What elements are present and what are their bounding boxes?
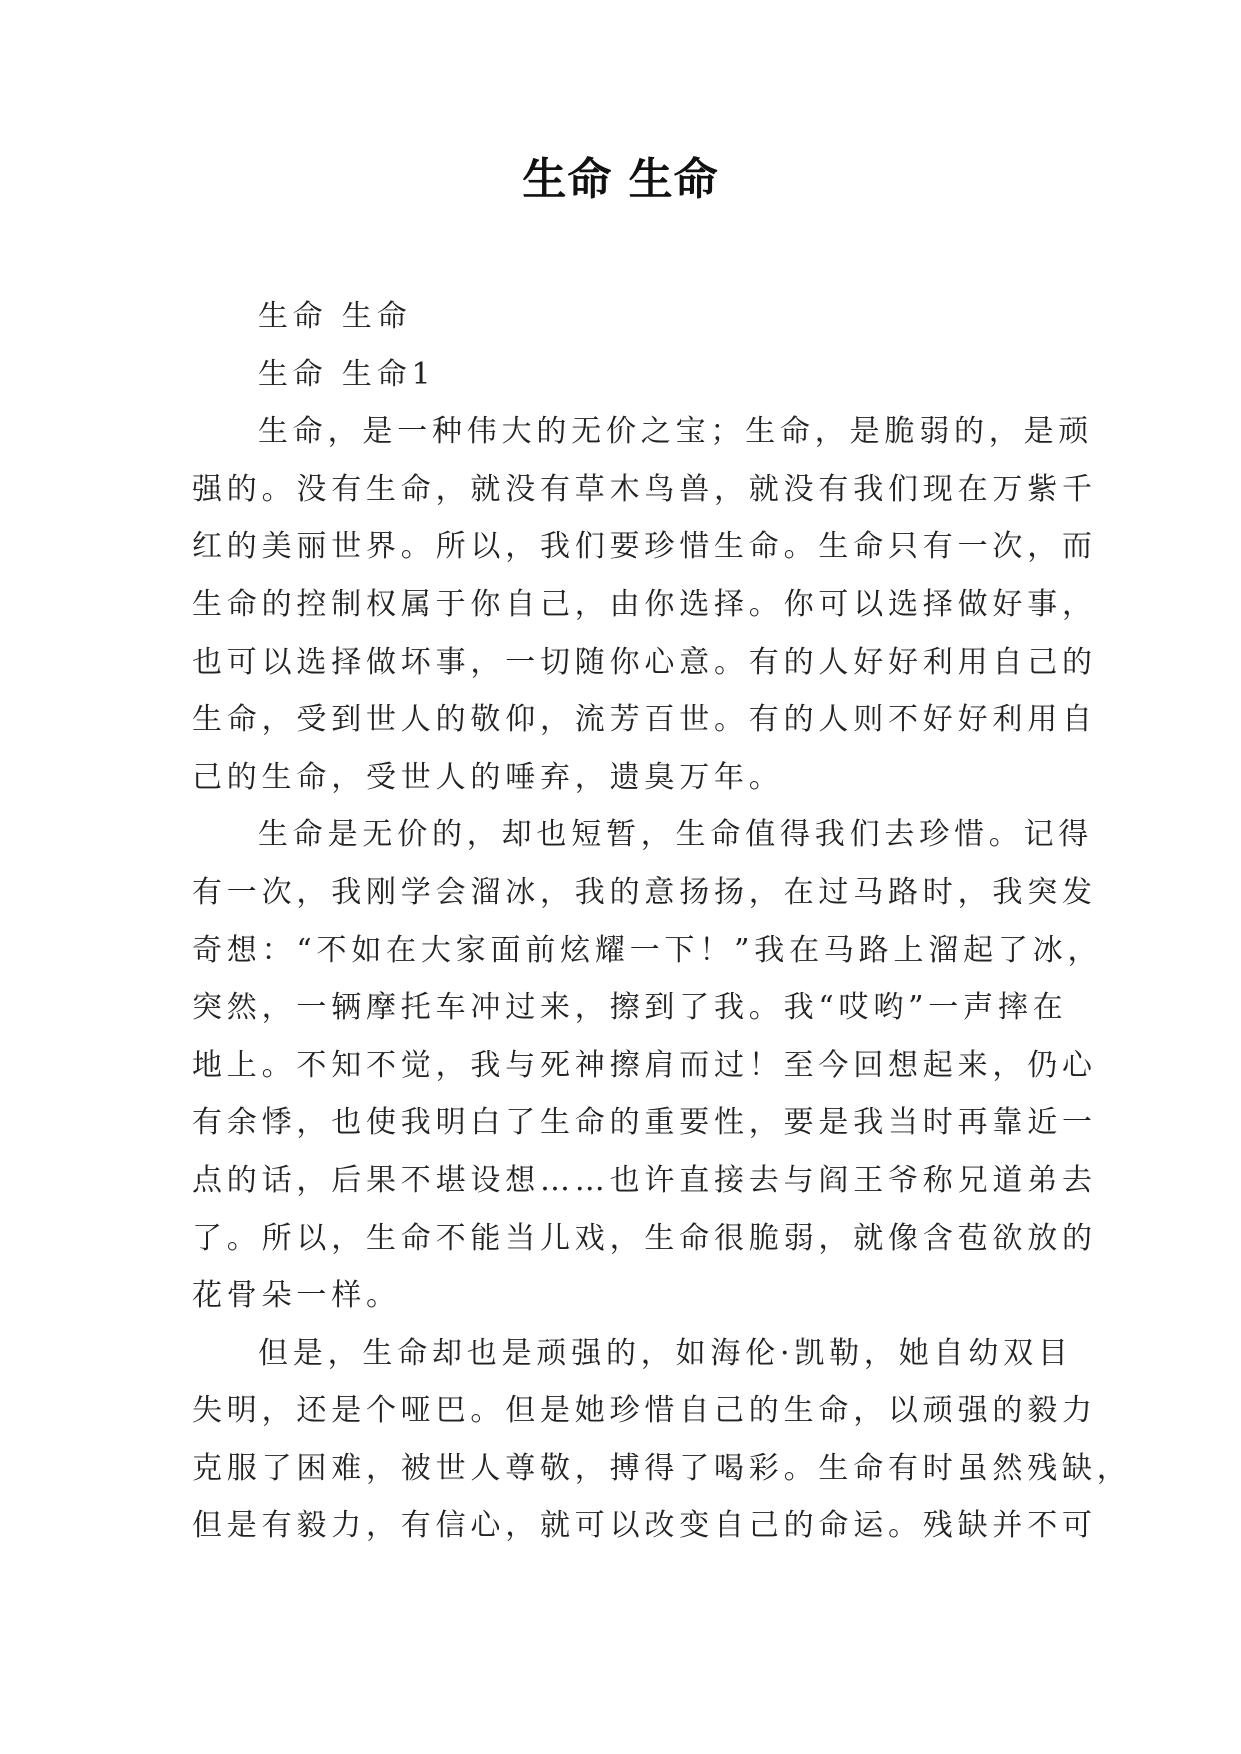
- paragraph-line: 奇想：“不如在大家面前炫耀一下！”我在马路上溜起了冰，: [192, 932, 1103, 968]
- paragraph-line: 生命，是一种伟大的无价之宝；生命，是脆弱的，是顽: [258, 414, 1094, 450]
- paragraph-line: 但是有毅力，有信心，就可以改变自己的命运。残缺并不可: [192, 1508, 1097, 1544]
- paragraph-line: 生命是无价的，却也短暂，生命值得我们去珍惜。记得: [258, 817, 1094, 853]
- paragraph-line: 生命，受到世人的敬仰，流芳百世。有的人则不好好利用自: [192, 702, 1097, 738]
- paragraph-line: 克服了困难，被世人尊敬，搏得了喝彩。生命有时虽然残缺，: [192, 1450, 1132, 1486]
- subheading-2: 生命 生命1: [258, 356, 436, 392]
- paragraph-line: 强的。没有生命，就没有草木鸟兽，就没有我们现在万紫千: [192, 471, 1097, 507]
- paragraph-1: [192, 403, 1097, 806]
- paragraph-line: 有一次，我刚学会溜冰，我的意扬扬，在过马路时，我突发: [192, 874, 1097, 910]
- paragraph-2: [192, 806, 1103, 1324]
- paragraph-line: 红的美丽世界。所以，我们要珍惜生命。生命只有一次，而: [192, 529, 1097, 565]
- paragraph-line: 有余悸，也使我明白了生命的重要性，要是我当时再靠近一: [192, 1105, 1097, 1141]
- paragraph-line: 但是，生命却也是顽强的，如海伦·凯勒，她自幼双目: [258, 1335, 1073, 1371]
- paragraph-3: [192, 1325, 1132, 1555]
- paragraph-line: 也可以选择做坏事，一切随你心意。有的人好好利用自己的: [192, 644, 1097, 680]
- paragraph-line: 突然，一辆摩托车冲过来，擦到了我。我“哎哟”一声摔在: [192, 990, 1068, 1026]
- paragraph-line: 生命的控制权属于你自己，由你选择。你可以选择做好事，: [192, 586, 1097, 622]
- paragraph-line: 点的话，后果不堪设想……也许直接去与阎王爷称兄道弟去: [192, 1162, 1097, 1198]
- paragraph-line: 地上。不知不觉，我与死神擦肩而过！至今回想起来，仍心: [192, 1047, 1097, 1083]
- paragraph-line: 己的生命，受世人的唾弃，遗臭万年。: [192, 759, 784, 795]
- paragraph-line: 了。所以，生命不能当儿戏，生命很脆弱，就像含苞欲放的: [192, 1220, 1097, 1256]
- subheading-1: 生命 生命: [258, 299, 412, 334]
- paragraph-line: 花骨朵一样。: [192, 1278, 401, 1314]
- document-title: 生命 生命: [522, 154, 719, 205]
- paragraph-line: 失明，还是个哑巴。但是她珍惜自己的生命，以顽强的毅力: [192, 1393, 1097, 1429]
- document-body: [192, 288, 1132, 1555]
